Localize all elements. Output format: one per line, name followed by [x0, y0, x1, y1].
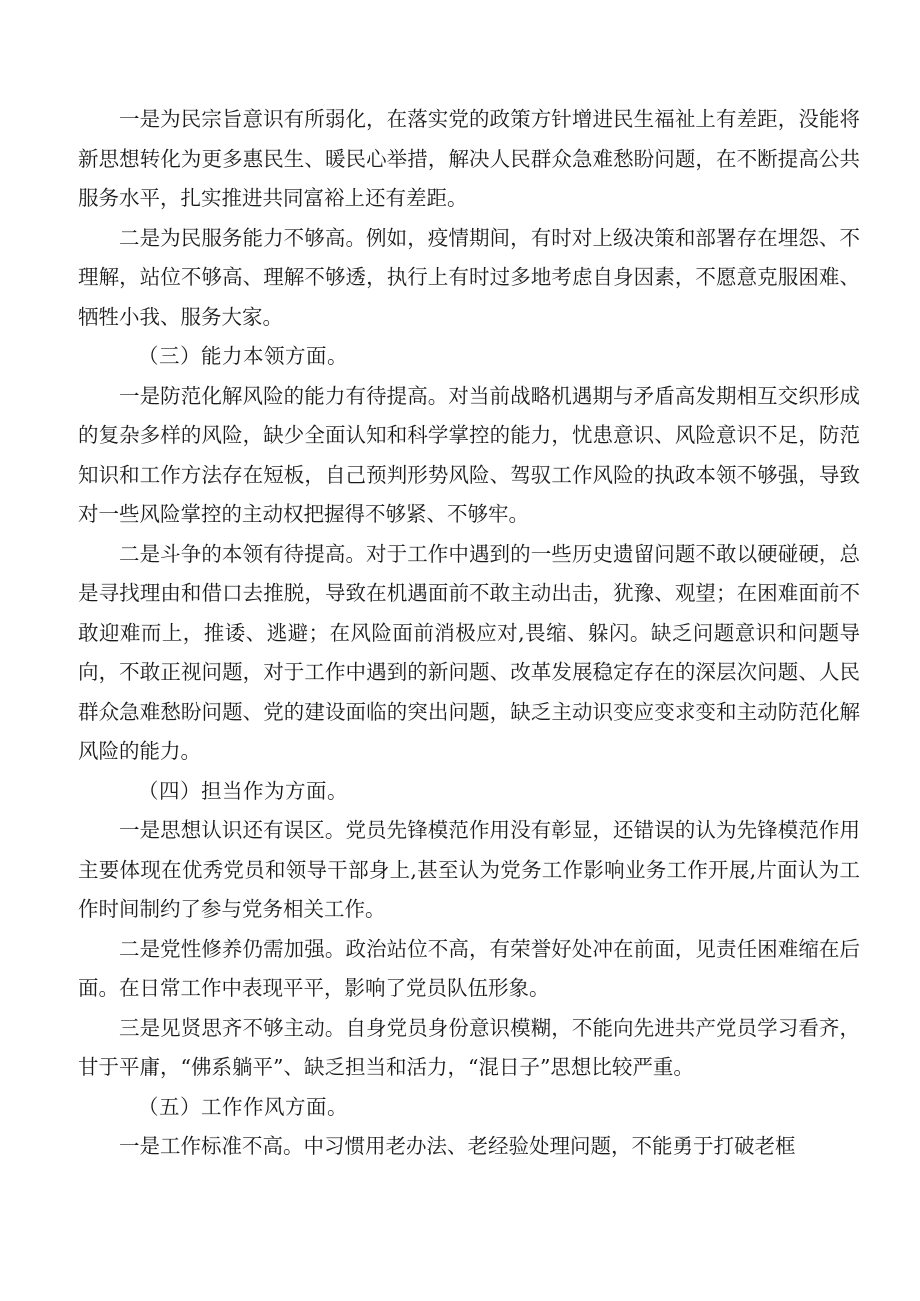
- paragraph-7: 三是见贤思齐不够主动。自身党员身份意识模糊，不能向先进共产党员学习看齐，甘于平庸，“佛系躺平”、缺乏担当和活力，“混日子”思想比较严重。: [78, 1015, 860, 1079]
- paragraph-5: 一是思想认识还有误区。党员先锋模范作用没有彰显，还错误的认为先锋模范作用主要体现在优秀党员和领导干部身上,甚至认为党务工作影响业务工作开展,片面认为工作时间制约了参与党务相关工作。: [78, 818, 860, 921]
- section-heading-3: （三）能力本领方面。: [138, 344, 348, 368]
- paragraph-8: 一是工作标准不高。中习惯用老办法、老经验处理问题，不能勇于打破老框: [119, 1134, 796, 1158]
- paragraph-1: 一是为民宗旨意识有所弱化，在落实党的政策方针增进民生福祉上有差距，没能将新思想转化为更多惠民生、暖民心举措，解决人民群众急难愁盼问题，在不断提高公共服务水平，扎实推进共同富裕上还有差距。: [78, 107, 860, 210]
- paragraph-4: 二是斗争的本领有待提高。对于工作中遇到的一些历史遗留问题不敢以硬碰硬，总是寻找理由和借口去推脱，导致在机遇面前不敢主动出击，犹豫、观望；在困难面前不敢迎难而上，推诿、逃避；在风险面前消极应对,畏缩、躲闪。缺乏问题意识和问题导向，不敢正视问题，对于工作中遇到的新问题、改革发展稳定存在的深层次问题、人民群众急难愁盼问题、党的建设面临的突出问题，缺乏主动识变应变求变和主动防范化解风险的能力。: [78, 541, 860, 763]
- paragraph-3: 一是防范化解风险的能力有待提高。对当前战略机遇期与矛盾高发期相互交织形成的复杂多样的风险，缺少全面认知和科学掌控的能力，忧患意识、风险意识不足，防范知识和工作方法存在短板，自己预判形势风险、驾驭工作风险的执政本领不够强，导致对一些风险掌控的主动权把握得不够紧、不够牢。: [78, 383, 860, 526]
- section-heading-5: （五）工作作风方面。: [138, 1094, 348, 1119]
- paragraph-6: 二是党性修养仍需加强。政治站位不高，有荣誉好处冲在前面，见责任困难缩在后面。在日常工作中表现平平，影响了党员队伍形象。: [78, 936, 860, 1000]
- section-heading-4: （四）担当作为方面。: [138, 778, 348, 803]
- paragraph-2: 二是为民服务能力不够高。例如，疫情期间，有时对上级决策和部署存在埋怨、不理解，站位不够高、理解不够透，执行上有时过多地考虑自身因素，不愿意克服困难、牺牲小我、服务大家。: [78, 225, 860, 329]
